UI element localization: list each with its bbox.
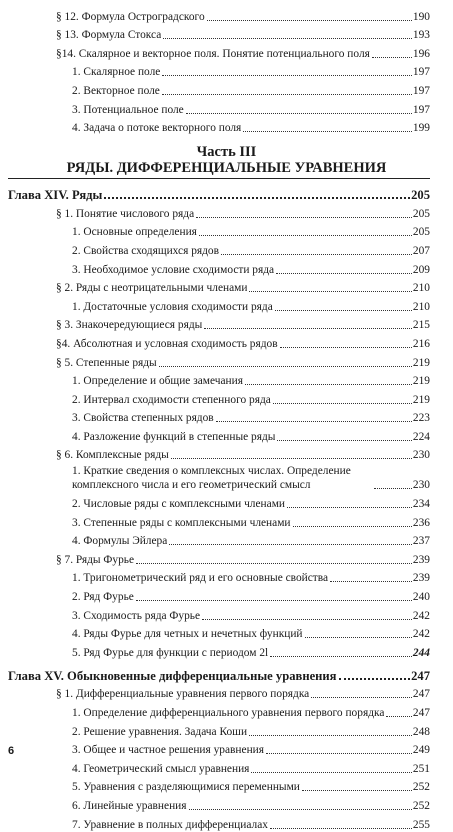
dot-leader xyxy=(169,535,412,545)
entry-title: 4. Ряды Фурье для четных и нечетных функций xyxy=(72,628,303,641)
entry-title: 3. Общее и частное решения уравнения xyxy=(72,744,265,757)
subsection-entry xyxy=(0,530,453,549)
entry-page: 234 xyxy=(412,498,430,511)
entry-title: § 2. Ряды с неотрицательными членами xyxy=(56,282,248,295)
subsection-entry xyxy=(0,585,453,604)
chapter-entry xyxy=(0,179,453,202)
entry-page: 252 xyxy=(412,799,430,812)
dot-leader xyxy=(204,319,412,329)
dot-leader xyxy=(273,394,412,404)
subsection-entry xyxy=(0,117,453,136)
entry-title: 2. Интервал сходимости степенного ряда xyxy=(72,393,271,406)
entry-page: 190 xyxy=(412,10,430,23)
dot-leader xyxy=(270,647,412,657)
section-entry xyxy=(0,548,453,567)
entry-page: 237 xyxy=(412,535,430,548)
dot-leader xyxy=(221,245,412,255)
entry-page: 219 xyxy=(412,375,430,388)
subsection-entry xyxy=(0,98,453,117)
subsection-entry xyxy=(0,757,453,776)
entry-title: 5. Уравнения с разделяющимися переменными xyxy=(72,781,300,794)
entry-title: 3. Сходимость ряда Фурье xyxy=(72,609,201,622)
dot-leader xyxy=(266,744,412,754)
entry-page: 205 xyxy=(412,226,430,239)
entry-title: 2. Числовые ряды с комплексными членами xyxy=(72,498,286,511)
subsection-entry xyxy=(0,739,453,758)
dot-leader xyxy=(251,763,411,773)
entry-title: 3. Необходимое условие сходимости ряда xyxy=(72,263,275,276)
entry-page: 240 xyxy=(412,591,430,604)
subsection-entry xyxy=(0,370,453,389)
entry-title: 4. Разложение функций в степенные ряды xyxy=(72,430,276,443)
dot-leader xyxy=(374,479,412,489)
entry-title: § 5. Степенные ряды xyxy=(56,356,157,369)
subsection-entry xyxy=(0,604,453,623)
dot-leader xyxy=(136,591,412,601)
entry-title: 1. Скалярное поле xyxy=(72,66,161,79)
entry-title: 6. Линейные уравнения xyxy=(72,799,187,812)
dot-leader xyxy=(249,282,411,292)
entry-title: 7. Уравнение в полных дифференциалах xyxy=(72,818,268,831)
dot-leader xyxy=(249,726,412,736)
entry-page: 197 xyxy=(412,66,430,79)
dot-leader xyxy=(216,412,412,422)
part-heading xyxy=(0,144,453,177)
entry-title: 2. Свойства сходящихся рядов xyxy=(72,244,219,257)
entry-page: 247 xyxy=(412,688,430,701)
dot-leader xyxy=(162,66,412,76)
entry-title: § 1. Дифференциальные уравнения первого порядка xyxy=(56,688,310,701)
entry-page: 242 xyxy=(412,628,430,641)
subsection-entry xyxy=(0,61,453,80)
entry-title: 3. Свойства степенных рядов xyxy=(72,412,214,425)
entry-title: §14. Скалярное и векторное поля. Понятие потенциального поля xyxy=(56,47,370,60)
subsection-entry xyxy=(0,388,453,407)
subsection-entry xyxy=(0,425,453,444)
entry-page: 209 xyxy=(412,263,430,276)
entry-title: 1. Тригонометрический ряд и его основные свойства xyxy=(72,572,329,585)
dot-leader xyxy=(287,498,412,508)
toc-top-list xyxy=(0,5,453,135)
subsection-entry xyxy=(0,221,453,240)
subsection-entry xyxy=(0,776,453,795)
entry-title: § 12. Формула Остроградского xyxy=(56,10,205,23)
dot-leader xyxy=(136,554,412,564)
dot-leader xyxy=(277,431,412,441)
subsection-entry xyxy=(0,407,453,426)
dot-leader xyxy=(339,669,411,680)
entry-page: 193 xyxy=(412,29,430,42)
dot-leader xyxy=(311,688,412,698)
part-title: РЯДЫ. ДИФФЕРЕНЦИАЛЬНЫЕ УРАВНЕНИЯ xyxy=(66,160,387,177)
entry-page: 210 xyxy=(412,300,430,313)
dot-leader xyxy=(302,781,412,791)
entry-page: 230 xyxy=(412,449,430,462)
entry-title: 5. Ряд Фурье для функции с периодом 2l xyxy=(72,646,269,659)
dot-leader xyxy=(305,628,412,638)
section-entry xyxy=(0,277,453,296)
subsection-entry xyxy=(0,813,453,832)
toc-bottom-list xyxy=(0,179,453,831)
subsection-entry xyxy=(0,239,453,258)
entry-page: 223 xyxy=(412,412,430,425)
entry-page: 215 xyxy=(412,319,430,332)
subsection-entry xyxy=(0,79,453,98)
dot-leader xyxy=(171,449,412,459)
subsection-entry xyxy=(0,295,453,314)
dot-leader xyxy=(162,85,412,95)
entry-title: 2. Векторное поле xyxy=(72,84,160,97)
subsection-entry xyxy=(0,567,453,586)
entry-page: 205 xyxy=(412,207,430,220)
entry-page: 236 xyxy=(412,516,430,529)
chapter-entry xyxy=(0,660,453,683)
subsection-entry xyxy=(0,258,453,277)
dot-leader xyxy=(189,800,412,810)
section-entry xyxy=(0,202,453,221)
dot-leader xyxy=(159,357,412,367)
dot-leader xyxy=(276,264,412,274)
dot-leader xyxy=(202,610,412,620)
section-entry xyxy=(0,351,453,370)
entry-page: 197 xyxy=(412,103,430,116)
entry-page: 249 xyxy=(412,744,430,757)
entry-title: 2. Решение уравнения. Задача Коши xyxy=(72,725,248,738)
subsection-entry xyxy=(0,794,453,813)
entry-page: 242 xyxy=(412,609,430,622)
dot-leader xyxy=(280,338,412,348)
entry-page: 230 xyxy=(412,479,430,492)
entry-page: 248 xyxy=(412,725,430,738)
section-entry xyxy=(0,683,453,702)
subsection-entry xyxy=(0,641,453,660)
entry-page: 239 xyxy=(412,572,430,585)
dot-leader xyxy=(243,122,412,132)
entry-page: 239 xyxy=(412,553,430,566)
entry-page: 252 xyxy=(412,781,430,794)
entry-title: 1. Определение дифференциального уравнения первого порядка xyxy=(72,707,385,719)
subsection-entry xyxy=(0,462,453,492)
dot-leader xyxy=(270,819,412,829)
section-entry xyxy=(0,5,453,24)
dot-leader xyxy=(186,104,412,114)
entry-page: 251 xyxy=(412,762,430,775)
dot-leader xyxy=(104,188,410,199)
entry-title: § 7. Ряды Фурье xyxy=(56,553,135,566)
entry-title: 1. Определение и общие замечания xyxy=(72,375,243,388)
entry-page: 216 xyxy=(412,337,430,350)
part-label: Часть III xyxy=(196,144,257,161)
entry-page: 196 xyxy=(412,47,430,60)
entry-title: Глава XIV. Ряды xyxy=(8,189,103,203)
dot-leader xyxy=(275,301,412,311)
entry-title: 3. Потенциальное поле xyxy=(72,103,184,116)
dot-leader xyxy=(207,11,412,21)
entry-page: 199 xyxy=(412,122,430,135)
subsection-entry xyxy=(0,492,453,511)
subsection-entry xyxy=(0,720,453,739)
dot-leader xyxy=(386,707,412,717)
dot-leader xyxy=(245,375,412,385)
entry-page: 247 xyxy=(411,668,430,683)
entry-page: 210 xyxy=(412,282,430,295)
entry-title: 3. Степенные ряды с комплексными членами xyxy=(72,516,291,529)
entry-page: 205 xyxy=(411,188,430,203)
entry-title: 4. Геометрический смысл уравнения xyxy=(72,762,250,775)
section-entry xyxy=(0,24,453,43)
entry-title: 4. Задача о потоке векторного поля xyxy=(72,122,242,135)
entry-title: § 1. Понятие числового ряда xyxy=(56,207,195,220)
subsection-entry xyxy=(0,701,453,720)
section-entry xyxy=(0,444,453,463)
table-of-contents xyxy=(0,5,453,832)
page-number: 6 xyxy=(8,745,15,757)
entry-page: 255 xyxy=(412,818,430,831)
entry-title: 1. Краткие сведения о комплексных числах. Определение комплексного числа и его геометрический смысл xyxy=(72,465,351,491)
subsection-entry xyxy=(0,511,453,530)
dot-leader xyxy=(372,48,412,58)
entry-page: 219 xyxy=(412,356,430,369)
dot-leader xyxy=(293,517,412,527)
entry-title: 2. Ряд Фурье xyxy=(72,591,134,604)
entry-page: 197 xyxy=(412,84,430,97)
entry-title: § 6. Комплексные ряды xyxy=(56,449,169,462)
entry-title: §4. Абсолютная и условная сходимость рядов xyxy=(56,337,278,350)
dot-leader xyxy=(196,208,412,218)
entry-page: 247 xyxy=(412,707,430,719)
entry-page: 224 xyxy=(412,430,430,443)
entry-title: 4. Формулы Эйлера xyxy=(72,535,168,548)
section-entry xyxy=(0,314,453,333)
section-entry xyxy=(0,332,453,351)
section-entry xyxy=(0,42,453,61)
entry-title: § 3. Знакочередующиеся ряды xyxy=(56,319,203,332)
subsection-entry xyxy=(0,623,453,642)
dot-leader xyxy=(163,29,412,39)
dot-leader xyxy=(199,226,412,236)
entry-title: 1. Достаточные условия сходимости ряда xyxy=(72,300,273,313)
entry-title: § 13. Формула Стокса xyxy=(56,29,162,42)
dot-leader xyxy=(330,572,412,582)
entry-title: 1. Основные определения xyxy=(72,226,197,239)
entry-page: 219 xyxy=(412,393,430,406)
entry-title: Глава XV. Обыкновенные дифференциальные уравнения xyxy=(8,669,337,683)
entry-page: 207 xyxy=(412,244,430,257)
entry-page: 244 xyxy=(412,646,430,659)
